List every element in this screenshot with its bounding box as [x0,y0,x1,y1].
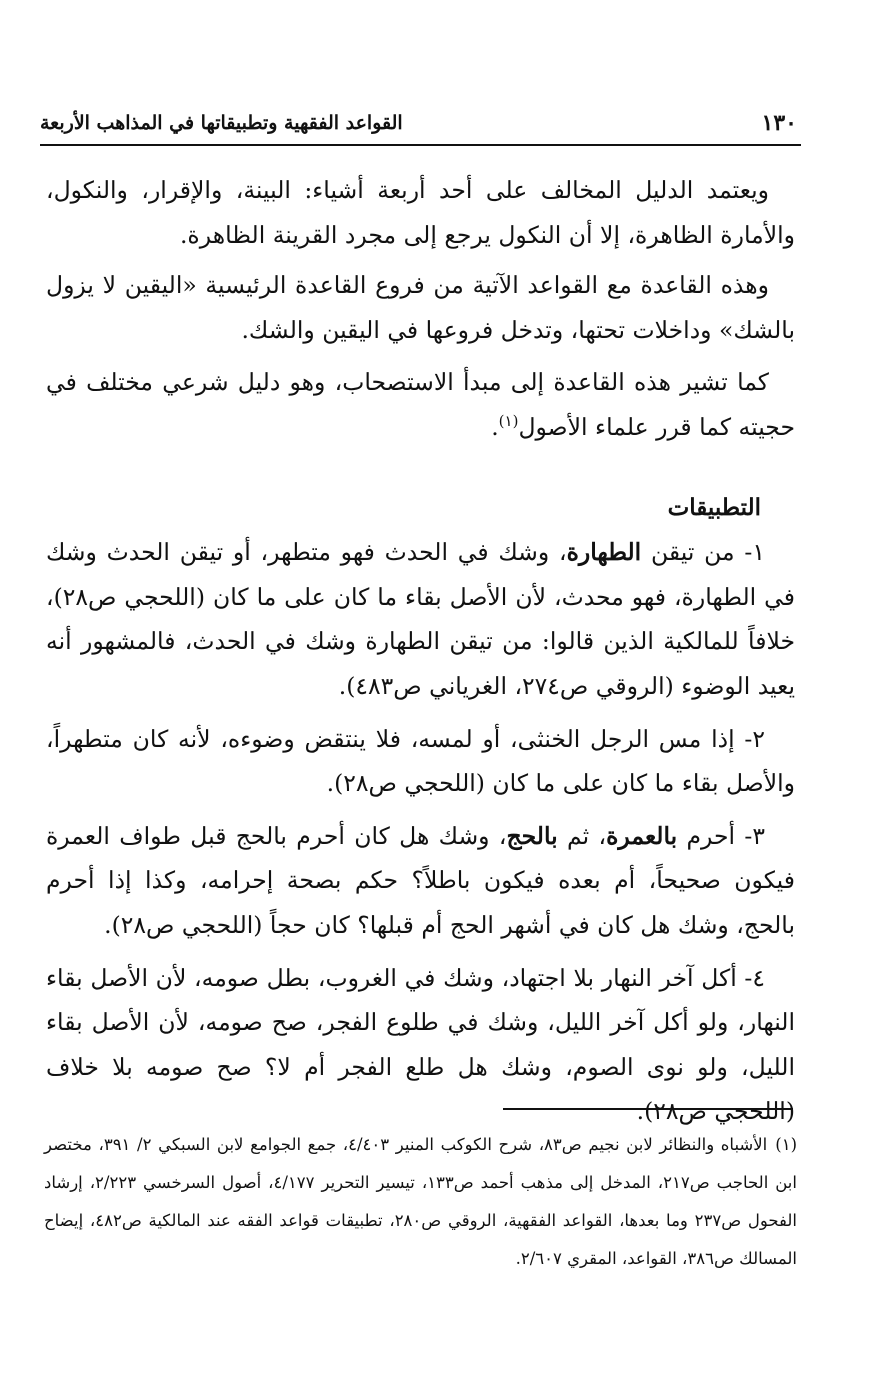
application-4: ٤- أكل آخر النهار بلا اجتهاد، وشك في الغروب، بطل صومه، لأن الأصل بقاء النهار، ولو أكل آخر الليل، وشك في طلوع الفجر، صح صومه، لأن الأصل بقاء الليل، ولو نوى الصوم، وشك هل طلع الفجر أم لا؟ صح صومه بلا خلاف (اللحجي ص٢٨). [46,963,795,1126]
application-2: ٢- إذا مس الرجل الخنثى، أو لمسه، فلا ينتقض وضوءه، لأنه كان متطهراً، والأصل بقاء ما كان على ما كان (اللحجي ص٢٨). [46,724,795,798]
section-heading: التطبيقات [667,493,761,521]
intro-paragraph-1: ويعتمد الدليل المخالف على أحد أربعة أشياء: البينة، والإقرار، والنكول، والأمارة الظاهرة، إلا أن النكول يرجع إلى مجرد القرينة الظاهرة. [46,176,795,249]
intro-paragraph-3-end: . [491,412,499,441]
application-1-rest: ، وشك في الحدث فهو متطهر، أو تيقن الحدث وشك في الطهارة، فهو محدث، لأن الأصل بقاء ما كان على ما كان (اللحجي ص٢٨)، خلافاً للمالكية الذين قالوا: من تيقن الطهارة وشك في الحدث، فالمشهور أنه يعيد الوضوء (الروقي ص٢٧٤، الغرياني ص٤٨٣). [46,538,795,700]
application-1-start: ١- من تيقن [641,538,765,567]
application-3-start: ٣- أحرم [677,821,765,850]
intro-paragraph-2: وهذه القاعدة مع القواعد الآتية من فروع القاعدة الرئيسية «اليقين لا يزول بالشك» وداخلات تحتها، وتدخل فروعها في اليقين والشك. [46,271,795,344]
page-header [40,104,801,146]
footnote-1-number: (١) [775,1135,797,1154]
footnote-1 [44,1126,797,1278]
application-3 [46,814,795,948]
application-3-keyword-hajj: بالحج [506,821,558,850]
footnote-1-text: الأشباه والنظائر لابن نجيم ص٨٣، شرح الكوكب المنير ٤/٤٠٣، جمع الجوامع لابن السبكي ٢/ ٣٩١، مختصر ابن الحاجب ص٢١٧، المدخل إلى مذهب أحمد ص١٣٣، تيسير التحرير ٤/١٧٧، أصول السرخسي ٢/٢٢٣، إرشاد الفحول ص٢٣٧ وما بعدها، القواعد الفقهية، الروقي ص٢٨٠، تطبيقات قواعد الفقه عند المالكية ص٤٨٢، إيضاح المسالك ص٣٨٦، القواعد، المقري ٢/٦٠٧. [44,1135,797,1268]
footnote-divider [503,1108,793,1110]
page-number: ١٣٠ [761,110,797,136]
intro-paragraph-3-text: كما تشير هذه القاعدة إلى مبدأ الاستصحاب، وهو دليل شرعي مختلف في حجيته كما قرر علماء الأصول [46,368,795,441]
application-1-keyword: الطهارة [566,538,642,567]
running-title: القواعد الفقهية وتطبيقاتها في المذاهب الأربعة [40,112,403,134]
application-3-keyword-umrah: بالعمرة [606,821,678,850]
intro-paragraph-3 [46,360,795,449]
footnotes [44,1126,797,1278]
application-3-rest: ، وشك هل كان أحرم بالحج قبل طواف العمرة فيكون صحيحاً، أم بعده فيكون باطلاً؟ حكم بصحة إحرامه، وكذا إذا أحرم بالحج، وشك هل كان في أشهر الحج أم قبلها؟ كان حجاً (اللحجي ص٢٨). [46,821,795,939]
application-3-mid: ، ثم [557,821,607,850]
application-1 [46,530,795,708]
page-body [46,168,795,1142]
footnote-reference: (١) [498,412,519,431]
